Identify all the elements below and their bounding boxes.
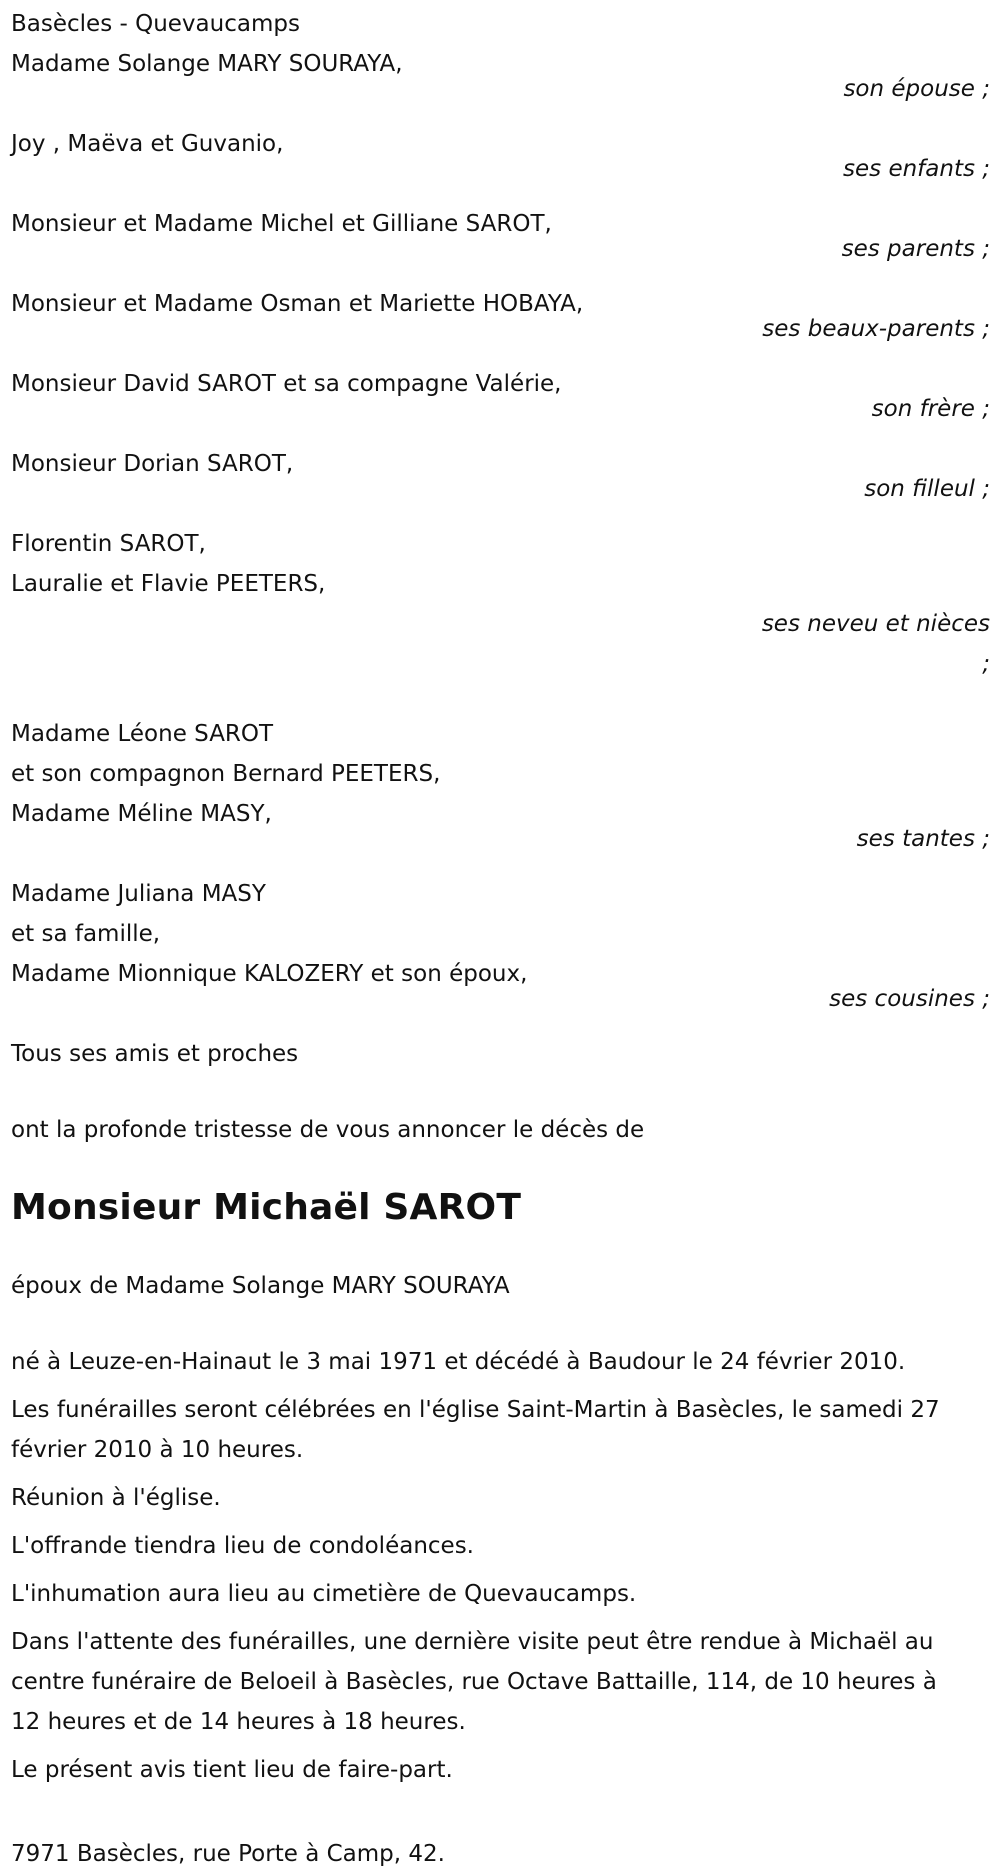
spacer — [11, 692, 990, 714]
family-name-line: Lauralie et Flavie PEETERS, — [11, 571, 326, 597]
address-line: 7971 Basècles, rue Porte à Camp, 42. — [11, 1841, 445, 1867]
relation-label: ses cousines ; — [829, 986, 990, 1012]
family-group-spouse — [11, 44, 990, 101]
relation-label: ses enfants ; — [843, 156, 990, 182]
announcement-text: ont la profonde tristesse de vous annoncer le décès de — [11, 1117, 645, 1143]
family-name-line: Monsieur Dorian SAROT, — [11, 451, 294, 477]
meeting-details: Réunion à l'église. — [11, 1485, 221, 1511]
family-group-parents — [11, 204, 990, 261]
relation-label: son filleul ; — [864, 476, 990, 502]
family-name-line: Joy , Maëva et Guvanio, — [11, 131, 284, 157]
spacer — [11, 1798, 990, 1834]
family-group-aunts — [11, 714, 990, 851]
location-header: Basècles - Quevaucamps — [11, 11, 300, 37]
friends-line: Tous ses amis et proches — [11, 1041, 299, 1067]
relation-label: ses beaux-parents ; — [762, 316, 990, 342]
family-name-line: et sa famille, — [11, 921, 161, 947]
family-name-line: Madame Mionnique KALOZERY et son époux, — [11, 961, 528, 987]
spacer — [11, 1074, 990, 1110]
family-name-line: et son compagnon Bernard PEETERS, — [11, 761, 441, 787]
relation-label: ses tantes ; — [856, 826, 990, 852]
visitation-details: Dans l'attente des funérailles, une dernière visite peut être rendue à Michaël au centre funéraire de Beloeil à Basècles, rue Octave Battaille, 114, de 10 heures à 12 heures et de 14 heures à 18 heures. — [11, 1629, 937, 1735]
relation-label: ses parents ; — [841, 236, 990, 262]
family-name-line: Monsieur David SAROT et sa compagne Valérie, — [11, 371, 562, 397]
family-name-line: Madame Léone SAROT — [11, 721, 274, 747]
family-name-line: Madame Juliana MASY — [11, 881, 266, 907]
deceased-name: Monsieur Michaël SAROT — [11, 1187, 522, 1228]
family-group-brother — [11, 364, 990, 421]
family-group-parents-in-law — [11, 284, 990, 341]
spouse-line: époux de Madame Solange MARY SOURAYA — [11, 1273, 510, 1299]
family-name-line: Monsieur et Madame Michel et Gilliane SAROT, — [11, 211, 552, 237]
birth-death-details: né à Leuze-en-Hainaut le 3 mai 1971 et décédé à Baudour le 24 février 2010. — [11, 1349, 906, 1375]
family-group-children — [11, 124, 990, 181]
spacer — [11, 1306, 990, 1342]
relation-label: son épouse ; — [843, 76, 990, 102]
relation-label-line: ; — [982, 651, 990, 677]
family-name-line: Florentin SAROT, — [11, 531, 206, 557]
relation-label: son frère ; — [871, 396, 990, 422]
offering-details: L'offrande tiendra lieu de condoléances. — [11, 1533, 474, 1559]
family-group-nephew-nieces — [11, 524, 990, 684]
relation-label — [740, 604, 990, 684]
family-group-godson — [11, 444, 990, 501]
family-name-line: Monsieur et Madame Osman et Mariette HOBAYA, — [11, 291, 584, 317]
family-group-cousins — [11, 874, 990, 1011]
family-name-line: Madame Solange MARY SOURAYA, — [11, 51, 403, 77]
relation-label-line: ses neveu et nièces — [761, 611, 990, 637]
family-name-line: Madame Méline MASY, — [11, 801, 272, 827]
spacer — [11, 1150, 990, 1186]
funeral-details: Les funérailles seront célébrées en l'église Saint-Martin à Basècles, le samedi 27 février 2010 à 10 heures. — [11, 1397, 940, 1463]
notice-details: Le présent avis tient lieu de faire-part. — [11, 1757, 453, 1783]
burial-details: L'inhumation aura lieu au cimetière de Quevaucamps. — [11, 1581, 637, 1607]
spacer — [11, 1230, 990, 1266]
